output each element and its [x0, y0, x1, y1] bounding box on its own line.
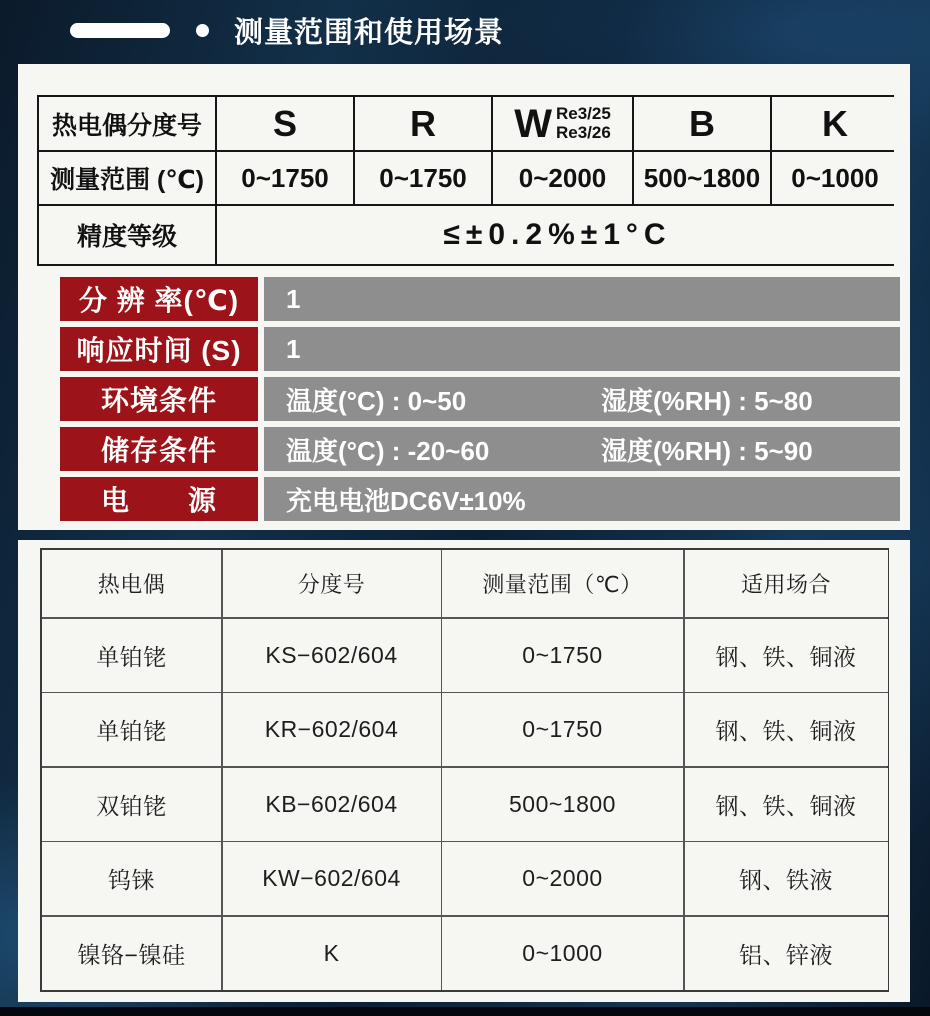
spec-label-storage: 储存条件 — [60, 427, 258, 471]
table-cell: KR−602/604 — [223, 693, 441, 766]
table-cell: 镍铬−镍硅 — [42, 917, 221, 990]
application-table — [40, 548, 889, 992]
type-w-subscripts — [556, 105, 611, 142]
storage-temperature: 温度(°C) : -20~60 — [286, 435, 490, 466]
table-cell: 钢、铁、铜液 — [685, 693, 888, 766]
range-table — [37, 95, 894, 266]
range-value-w: 0~2000 — [493, 152, 632, 204]
range-table-corner-header: 热电偶分度号 — [39, 97, 215, 150]
range-value-s: 0~1750 — [217, 152, 353, 204]
table-cell: KW−602/604 — [223, 842, 441, 915]
spec-value-resolution: 1 — [264, 277, 900, 321]
table-cell: KS−602/604 — [223, 619, 441, 692]
spec-row-environment — [60, 377, 900, 421]
range-value-k: 0~1000 — [772, 152, 898, 204]
table-cell: 钢、铁、铜液 — [685, 619, 888, 692]
environment-humidity: 湿度(%RH) : 5~80 — [601, 385, 813, 416]
range-value-r: 0~1750 — [355, 152, 491, 204]
table-cell: 铝、锌液 — [685, 917, 888, 990]
type-w-main: W — [514, 101, 552, 146]
table-cell: 0~1000 — [442, 917, 683, 990]
table-cell: 0~1750 — [442, 619, 683, 692]
table-cell: 双铂铑 — [42, 768, 221, 841]
spec-row-response-time — [60, 327, 900, 371]
spec-label-response-time: 响应时间 (S) — [60, 327, 258, 371]
spec-label-power: 电 源 — [60, 477, 258, 521]
spec-value-environment — [264, 377, 900, 421]
spec-label-environment: 环境条件 — [60, 377, 258, 421]
table-cell: 钨铼 — [42, 842, 221, 915]
table-cell: KB−602/604 — [223, 768, 441, 841]
storage-humidity: 湿度(%RH) : 5~90 — [601, 435, 813, 466]
table-cell: 单铂铑 — [42, 619, 221, 692]
app-col-header-thermocouple: 热电偶 — [42, 550, 221, 617]
range-spec-panel — [18, 64, 910, 530]
type-cell-w — [493, 97, 632, 150]
spec-value-response-time: 1 — [264, 327, 900, 371]
application-panel — [18, 540, 910, 1002]
app-col-header-index-number: 分度号 — [223, 550, 441, 617]
type-w-sub-bottom: Re3/26 — [555, 122, 611, 142]
header-dash-decoration — [70, 23, 170, 38]
spec-row-power — [60, 477, 900, 521]
table-cell: 500~1800 — [442, 768, 683, 841]
type-cell-b: B — [634, 97, 770, 150]
table-cell: 钢、铁、铜液 — [685, 768, 888, 841]
header-bullet-dot-icon — [196, 24, 209, 37]
accuracy-row-label: 精度等级 — [39, 206, 215, 264]
page-title: 测量范围和使用场景 — [234, 16, 505, 49]
type-cell-s: S — [217, 97, 353, 150]
table-cell: 0~1750 — [442, 693, 683, 766]
spec-value-storage — [264, 427, 900, 471]
spec-label-resolution: 分 辨 率(℃) — [60, 277, 258, 321]
section-header — [70, 11, 504, 49]
bottom-edge-strip — [0, 1007, 930, 1016]
spec-row-storage — [60, 427, 900, 471]
app-col-header-range: 测量范围（℃） — [442, 550, 683, 617]
spec-value-power: 充电电池DC6V±10% — [264, 477, 900, 521]
spec-row-resolution — [60, 277, 900, 321]
table-cell: 单铂铑 — [42, 693, 221, 766]
spec-rows — [60, 277, 900, 521]
type-w-sub-top: Re3/25 — [555, 103, 611, 123]
table-cell: 钢、铁液 — [685, 842, 888, 915]
accuracy-value: ≤±0.2%±1°C — [217, 206, 898, 264]
table-cell: 0~2000 — [442, 842, 683, 915]
range-value-b: 500~1800 — [634, 152, 770, 204]
environment-temperature: 温度(°C) : 0~50 — [286, 385, 467, 416]
type-cell-k: K — [772, 97, 898, 150]
app-col-header-application: 适用场合 — [685, 550, 888, 617]
table-cell: K — [223, 917, 441, 990]
type-cell-r: R — [355, 97, 491, 150]
range-row-label: 测量范围 (℃) — [39, 152, 215, 204]
